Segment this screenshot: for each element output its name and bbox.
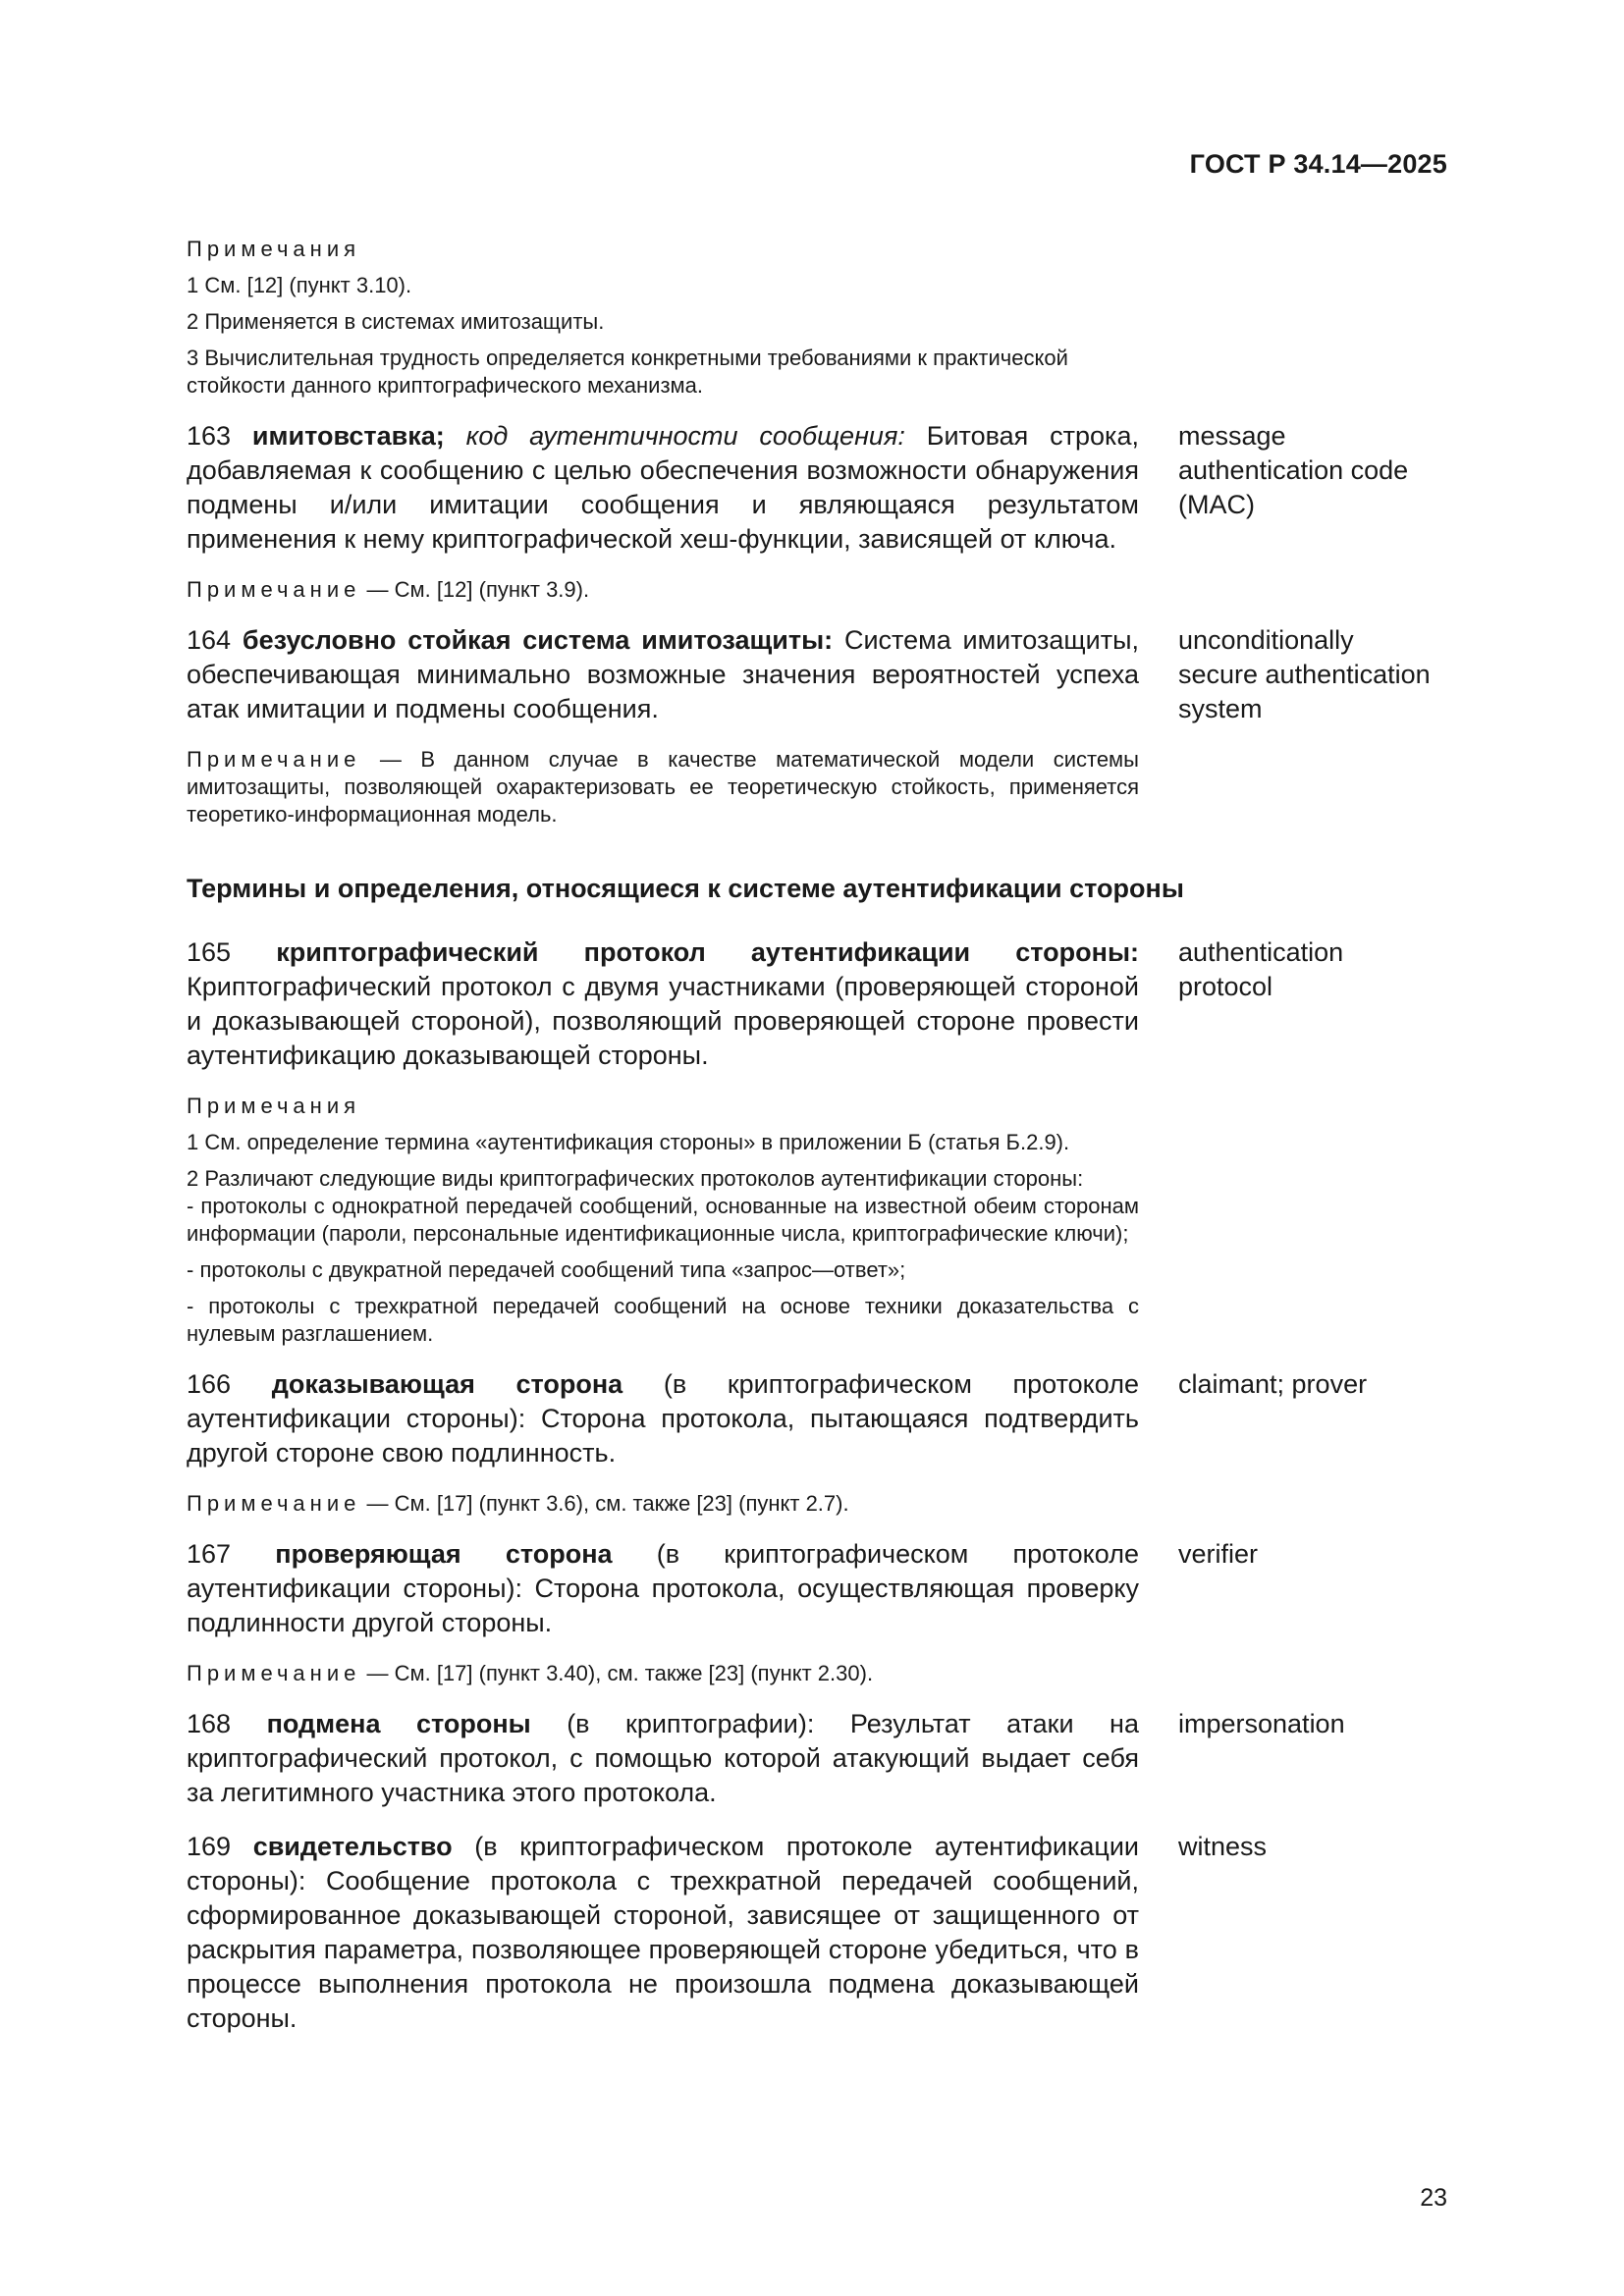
term-article-167 bbox=[187, 1537, 1443, 1640]
article-notes bbox=[187, 1093, 1139, 1348]
term-article-163 bbox=[187, 419, 1443, 557]
english-equivalent: message authentication code (MAC) bbox=[1178, 421, 1409, 519]
term-definition: (в криптографическом протоколе аутентификации стороны): Сообщение протокола с трехкратной передачей сообщений, сформированное доказывающей стороной, зависящее от защищенного от раскрытия параметра, позволяющее проверяющей стороне убедиться, что в процессе выполнения протокола не произошла подмена доказывающей стороны. bbox=[187, 1832, 1139, 2033]
page-content bbox=[187, 236, 1443, 2056]
term-article-169 bbox=[187, 1830, 1443, 2036]
section-title: Термины и определения, относящиеся к системе аутентификации стороны bbox=[187, 874, 1184, 903]
note-label: Примечание bbox=[187, 1491, 361, 1516]
article-body bbox=[187, 935, 1139, 1073]
article-body bbox=[187, 419, 1139, 557]
note-text: — См. [17] (пункт 3.40), см. также [23] (пункт 2.30). bbox=[366, 1661, 874, 1685]
notes-heading: Примечания bbox=[187, 1094, 361, 1118]
article-body bbox=[187, 1537, 1139, 1640]
term-definition: (в криптографии): Результат атаки на криптографический протокол, с помощью которой атакующий выдает себя за легитимного участника этого протокола. bbox=[187, 1709, 1139, 1807]
note-label: Примечание bbox=[187, 1661, 361, 1685]
english-equivalent: unconditionally secure authentication system bbox=[1178, 625, 1431, 723]
note-text: — В данном случае в качестве математической модели системы имитозащиты, позволяющей охарактеризовать ее теоретическую стойкость, применяется теоретико-информационная модель. bbox=[187, 747, 1139, 827]
term-name: криптографический протокол аутентификации стороны: bbox=[276, 937, 1139, 967]
note-item: 1 См. определение термина «аутентификация стороны» в приложении Б (статья Б.2.9). bbox=[187, 1130, 1070, 1154]
term-article-165 bbox=[187, 935, 1443, 1073]
article-note bbox=[187, 746, 1139, 828]
notes-block bbox=[187, 236, 1139, 400]
term-article-168 bbox=[187, 1707, 1443, 1810]
note-text: — См. [17] (пункт 3.6), см. также [23] (пункт 2.7). bbox=[366, 1491, 849, 1516]
term-synonym: код аутентичности сообщения: bbox=[465, 421, 905, 451]
article-note bbox=[187, 1660, 1139, 1687]
article-number: 165 bbox=[187, 937, 232, 967]
article-number: 169 bbox=[187, 1832, 232, 1861]
term-definition: Битовая строка, добавляемая к сообщению с целью обеспечения возможности обнаружения подмены и/или имитации сообщения и являющаяся результатом применения к нему криптографической хеш-функции, зависящей от ключа. bbox=[187, 421, 1139, 554]
english-equivalent: claimant; prover bbox=[1178, 1369, 1368, 1399]
notes-heading: Примечания bbox=[187, 237, 361, 261]
term-definition: Криптографический протокол с двумя участниками (проверяющей стороной и доказывающей стороной), позволяющий проверяющей стороне провести аутентификацию доказывающей стороны. bbox=[187, 972, 1139, 1070]
article-body bbox=[187, 1367, 1139, 1470]
term-article-166 bbox=[187, 1367, 1443, 1470]
term-name: доказывающая сторона bbox=[271, 1369, 623, 1399]
term-name: свидетельство bbox=[252, 1832, 453, 1861]
english-equivalent: verifier bbox=[1178, 1539, 1259, 1569]
document-header: ГОСТ Р 34.14—2025 bbox=[1189, 149, 1447, 179]
list-item: - протоколы с двукратной передачей сообщений типа «запрос—ответ»; bbox=[187, 1257, 906, 1282]
list-item: - протоколы с однократной передачей сообщений, основанные на известной обеим сторонам информации (пароли, персональные идентификационные числа, криптографические ключи); bbox=[187, 1194, 1139, 1246]
article-body bbox=[187, 1830, 1139, 2036]
article-number: 166 bbox=[187, 1369, 232, 1399]
term-name: проверяющая сторона bbox=[275, 1539, 613, 1569]
term-name: подмена стороны bbox=[266, 1709, 531, 1738]
english-equivalent: authentication protocol bbox=[1178, 937, 1344, 1001]
article-note bbox=[187, 576, 1139, 604]
term-name: имитовставка; bbox=[251, 421, 445, 451]
note-item: 1 См. [12] (пункт 3.10). bbox=[187, 273, 412, 297]
note-item: 2 Различают следующие виды криптографических протоколов аутентификации стороны: bbox=[187, 1166, 1084, 1191]
note-label: Примечание bbox=[187, 747, 361, 772]
term-name: безусловно стойкая система имитозащиты: bbox=[242, 625, 834, 655]
term-definition: Система имитозащиты, обеспечивающая минимально возможные значения вероятностей успеха атак имитации и подмены сообщения. bbox=[187, 625, 1139, 723]
term-definition: (в криптографическом протоколе аутентификации стороны): Сторона протокола, пытающаяся подтвердить другой стороне свою подлинность. bbox=[187, 1369, 1139, 1468]
note-item: 3 Вычислительная трудность определяется конкретными требованиями к практической стойкости данного криптографического механизма. bbox=[187, 346, 1068, 398]
article-body bbox=[187, 1707, 1139, 1810]
article-body bbox=[187, 623, 1139, 726]
english-equivalent: witness bbox=[1178, 1832, 1268, 1861]
article-note bbox=[187, 1490, 1139, 1518]
article-number: 163 bbox=[187, 421, 232, 451]
list-item: - протоколы с трехкратной передачей сообщений на основе техники доказательства с нулевым разглашением. bbox=[187, 1294, 1139, 1346]
page-number: 23 bbox=[1420, 2184, 1447, 2212]
article-number: 167 bbox=[187, 1539, 232, 1569]
note-text: — См. [12] (пункт 3.9). bbox=[366, 577, 590, 602]
english-equivalent: impersonation bbox=[1178, 1709, 1345, 1738]
term-definition: (в криптографическом протоколе аутентификации стороны): Сторона протокола, осуществляющая проверку подлинности другой стороны. bbox=[187, 1539, 1139, 1637]
article-number: 168 bbox=[187, 1709, 232, 1738]
article-number: 164 bbox=[187, 625, 232, 655]
note-item: 2 Применяется в системах имитозащиты. bbox=[187, 309, 605, 334]
term-article-164 bbox=[187, 623, 1443, 726]
note-label: Примечание bbox=[187, 577, 361, 602]
